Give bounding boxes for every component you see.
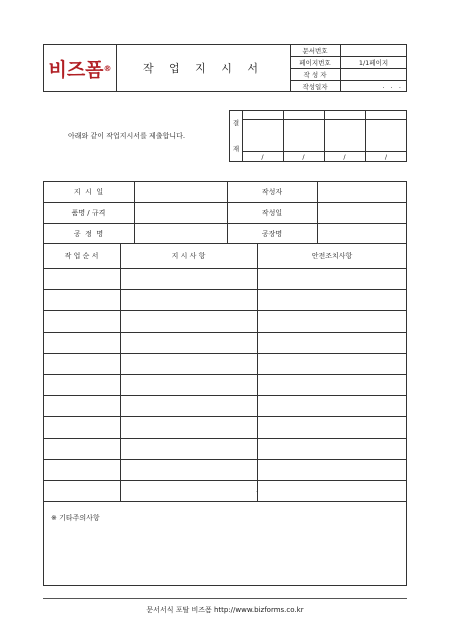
- approval-date-2[interactable]: /: [302, 153, 305, 161]
- logo-text: 비즈폼: [48, 58, 104, 81]
- meta-value-doc-no[interactable]: [340, 44, 407, 56]
- meta-label-author: 작 성 자: [303, 70, 327, 79]
- work-cell-safety[interactable]: [257, 416, 407, 438]
- footer-text: 문서서식 포탈 비즈폼 http://www.bizforms.co.kr: [146, 606, 304, 614]
- work-cell-sequence[interactable]: [43, 353, 120, 374]
- company-logo: [44, 45, 116, 91]
- approval-date-3[interactable]: /: [343, 153, 346, 161]
- info-value-write-date[interactable]: [317, 202, 407, 223]
- work-header-sequence: 작 업 순 서: [64, 252, 99, 260]
- work-cell-instruction[interactable]: [120, 480, 257, 501]
- meta-value-page-no[interactable]: 1/1페이지: [358, 58, 389, 67]
- meta-label-page-no: 페이지번호: [299, 58, 331, 67]
- document-title: 작 업 지 시 서: [142, 62, 265, 75]
- work-cell-instruction[interactable]: [120, 459, 257, 480]
- work-cell-safety[interactable]: [257, 353, 407, 374]
- work-cell-instruction[interactable]: [120, 268, 257, 289]
- work-cell-instruction[interactable]: [120, 310, 257, 332]
- footer-rule: [43, 598, 407, 599]
- work-cell-sequence[interactable]: [43, 438, 120, 459]
- approval-sign-cell-4[interactable]: [365, 120, 407, 151]
- approval-date-4[interactable]: /: [384, 153, 388, 161]
- work-cell-safety[interactable]: [257, 459, 407, 480]
- work-cell-instruction[interactable]: [120, 416, 257, 438]
- work-cell-instruction[interactable]: [120, 332, 257, 353]
- meta-label-doc-no: 문서번호: [302, 46, 328, 55]
- work-cell-instruction[interactable]: [120, 374, 257, 395]
- work-cell-sequence[interactable]: [43, 289, 120, 310]
- info-label-order-date: 지 시 일: [73, 187, 104, 196]
- work-cell-sequence[interactable]: [43, 395, 120, 416]
- work-cell-safety[interactable]: [257, 374, 407, 395]
- info-label-product-spec: 품명 / 규격: [71, 208, 106, 217]
- work-cell-sequence[interactable]: [43, 374, 120, 395]
- work-cell-safety[interactable]: [257, 289, 407, 310]
- approval-label-bottom: 재: [232, 144, 240, 153]
- approval-date-1[interactable]: /: [261, 153, 264, 161]
- work-cell-sequence[interactable]: [43, 416, 120, 438]
- work-cell-sequence[interactable]: [43, 332, 120, 353]
- work-header-safety: 안전조치사항: [311, 252, 353, 260]
- work-cell-safety[interactable]: [257, 310, 407, 332]
- work-cell-safety[interactable]: [257, 480, 407, 501]
- info-value-process-name[interactable]: [134, 223, 227, 244]
- approval-sign-cell-2[interactable]: [283, 120, 324, 151]
- meta-value-date[interactable]: . . .: [382, 82, 401, 90]
- work-cell-instruction[interactable]: [120, 438, 257, 459]
- info-value-writer[interactable]: [317, 181, 407, 202]
- work-cell-sequence[interactable]: [43, 459, 120, 480]
- work-header-instructions: 지 시 사 항: [171, 252, 206, 260]
- meta-label-date: 작성일자: [302, 82, 328, 91]
- meta-value-author[interactable]: [340, 68, 407, 80]
- info-value-factory-name[interactable]: [317, 223, 407, 244]
- notes-label: ※ 기타주의사항: [51, 514, 100, 522]
- info-label-factory-name: 공장명: [261, 229, 283, 238]
- intro-text: 아래와 같이 작업지시서를 제출합니다.: [68, 132, 186, 140]
- info-value-order-date[interactable]: [134, 181, 227, 202]
- work-cell-sequence[interactable]: [43, 480, 120, 501]
- work-cell-sequence[interactable]: [43, 268, 120, 289]
- info-label-writer: 작성자: [261, 187, 283, 196]
- approval-sign-cell-1[interactable]: [242, 120, 283, 151]
- info-label-process-name: 공 정 명: [73, 229, 104, 238]
- info-value-product-spec[interactable]: [134, 202, 227, 223]
- info-label-write-date: 작성일: [261, 208, 283, 217]
- work-cell-instruction[interactable]: [120, 289, 257, 310]
- work-cell-safety[interactable]: [257, 395, 407, 416]
- work-cell-instruction[interactable]: [120, 395, 257, 416]
- stray-mark: .: [256, 486, 259, 494]
- work-cell-sequence[interactable]: [43, 310, 120, 332]
- work-cell-safety[interactable]: [257, 438, 407, 459]
- work-cell-instruction[interactable]: [120, 353, 257, 374]
- approval-sign-cell-3[interactable]: [324, 120, 365, 151]
- work-cell-safety[interactable]: [257, 268, 407, 289]
- work-cell-safety[interactable]: [257, 332, 407, 353]
- registered-mark: ®: [103, 63, 112, 73]
- approval-label-top: 결: [232, 118, 240, 127]
